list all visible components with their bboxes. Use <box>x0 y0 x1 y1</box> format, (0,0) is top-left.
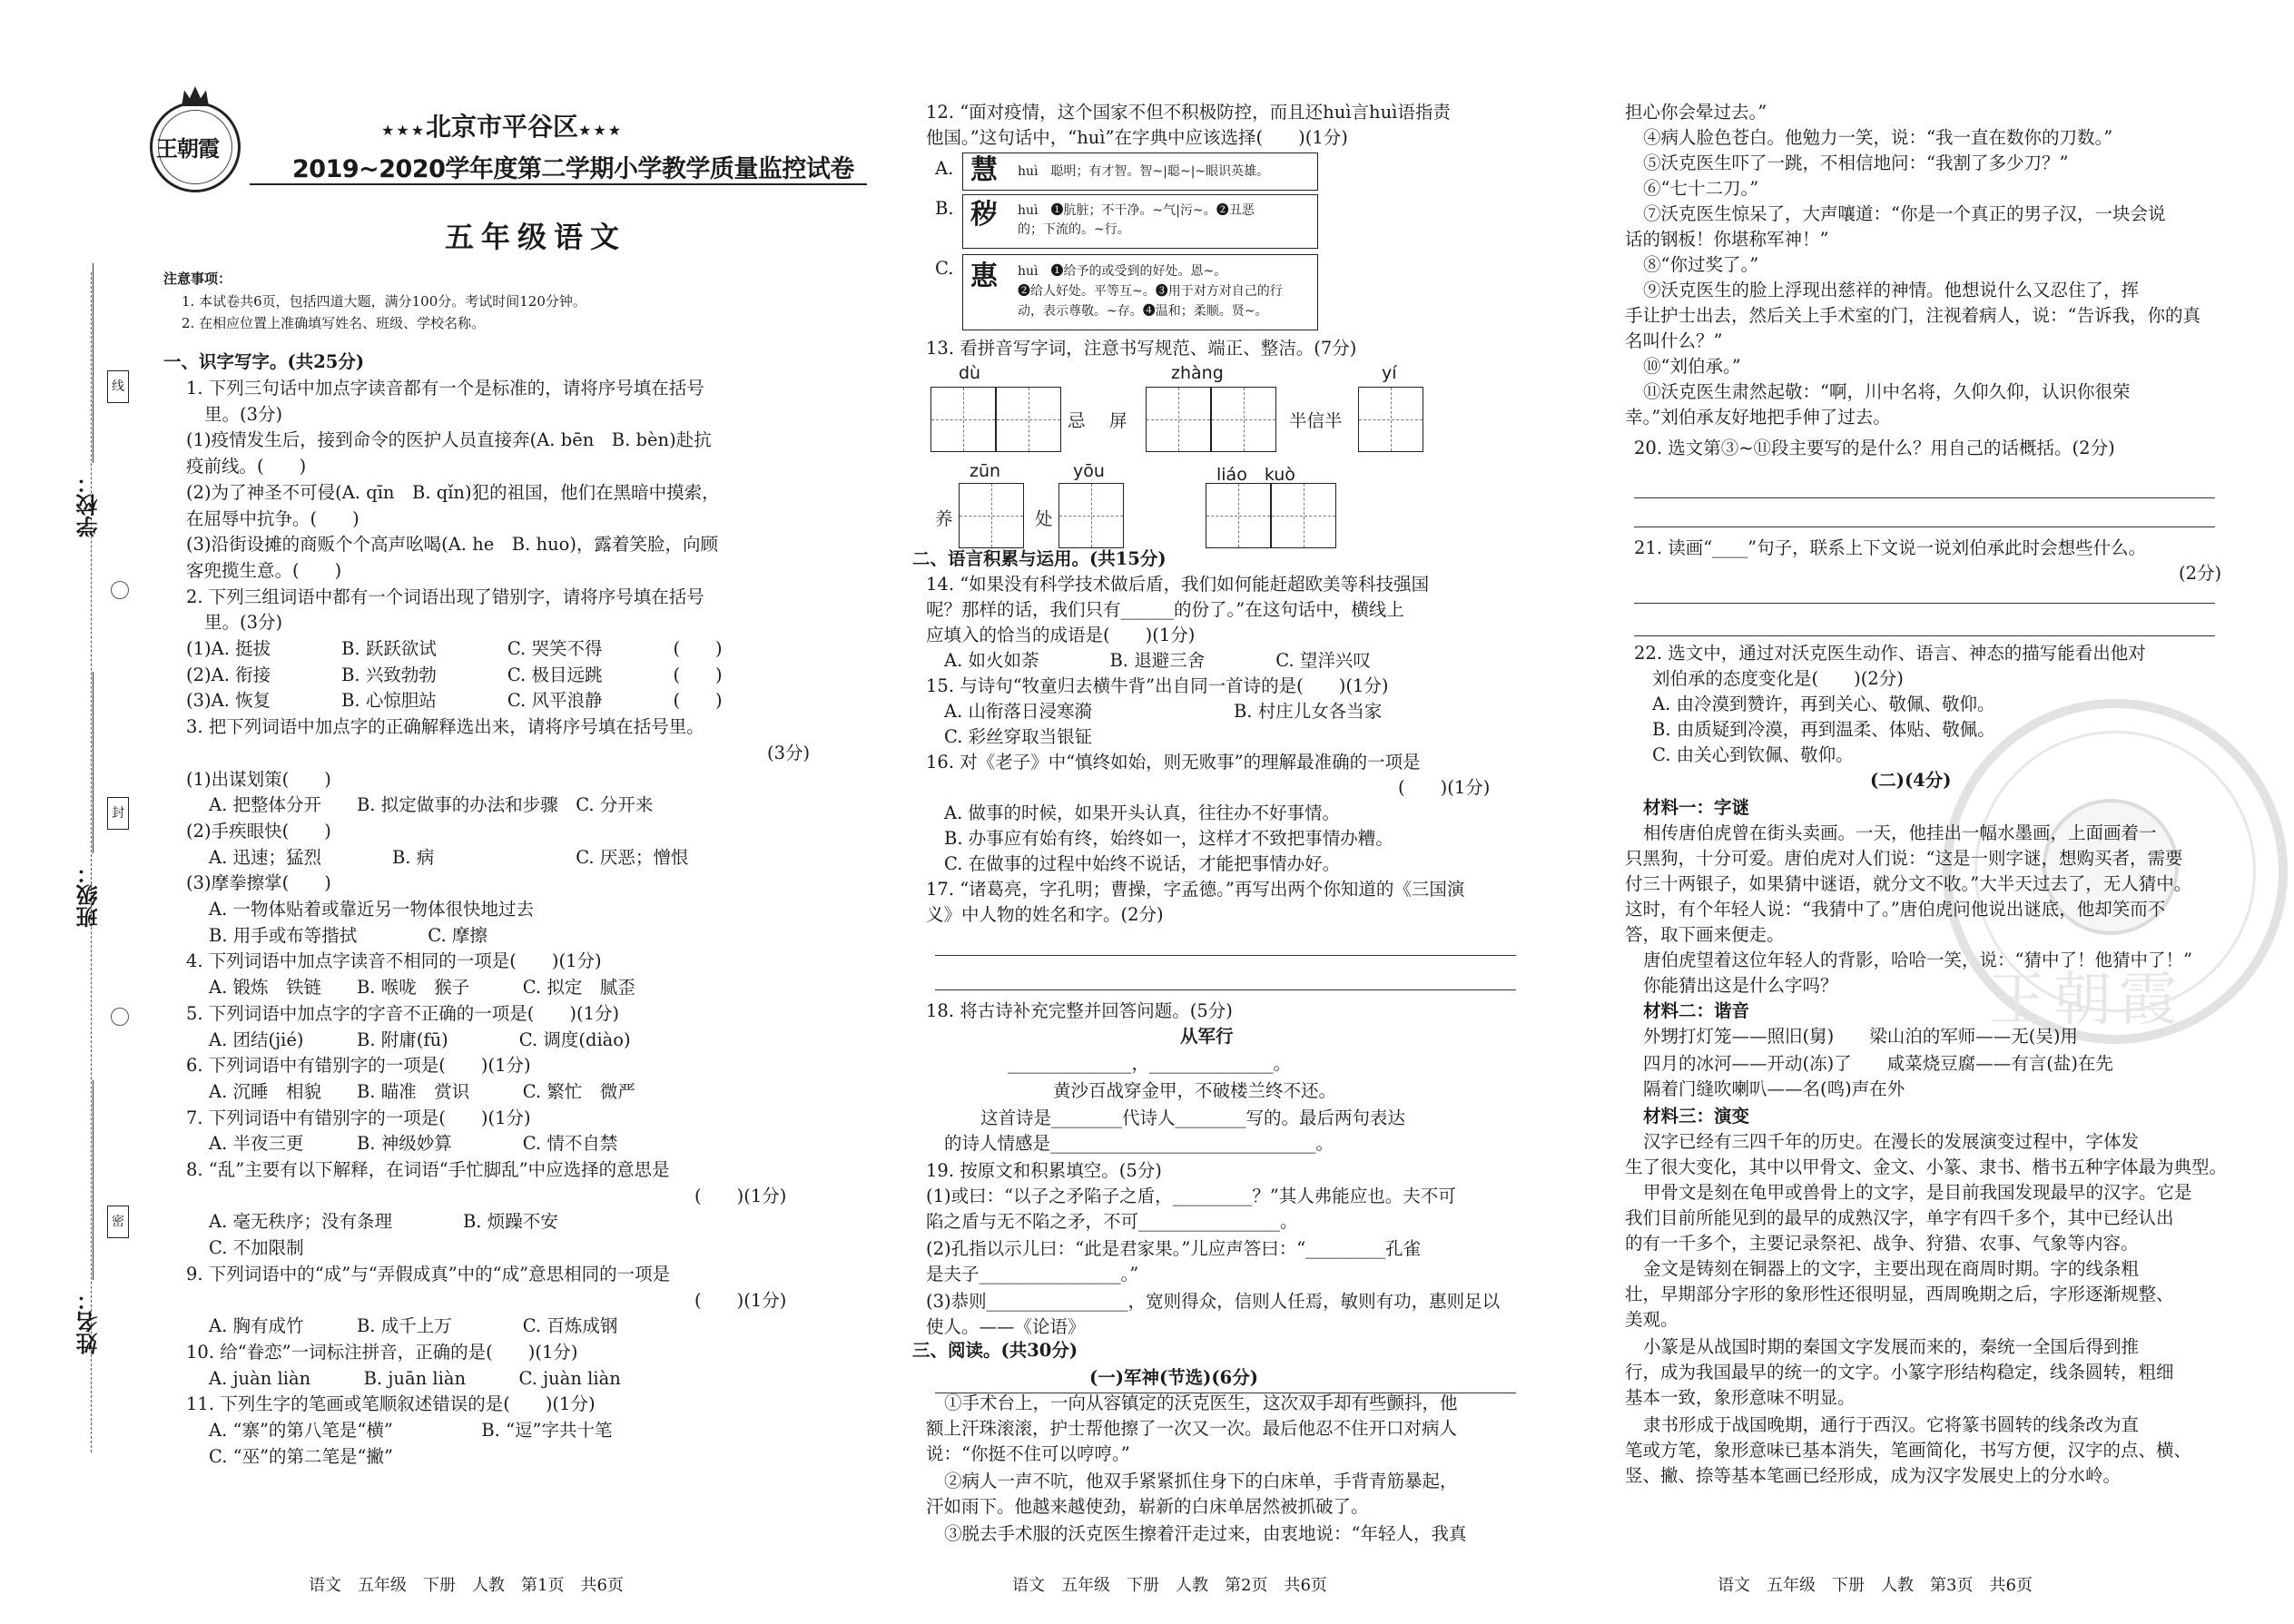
text-line: 汉字已经有三四千年的历史。在漫长的发展演变过程中，字体发 <box>1643 1131 2140 1152</box>
text-line: 10. 给“眷恋”一词标注拼音，正确的是( )(1分) <box>186 1341 578 1363</box>
text-line: 疫前线。( ) <box>186 456 307 477</box>
text-line: 8. “乱”主要有以下解释，在词语“手忙脚乱”中应选择的意思是 <box>186 1159 670 1180</box>
given-char: 处 <box>1035 508 1053 529</box>
text-line: B. 用手或布等揩拭 C. 摩擦 <box>209 924 487 946</box>
text-line: 付三十两银子，如果猜中谜语，就分文不收。”大半天过去了，无人猜中。 <box>1625 873 2192 894</box>
subject-title: 五年级语文 <box>445 220 627 254</box>
poem-line: 黄沙百战穿金甲，不破楼兰终不还。 <box>1053 1080 1337 1101</box>
text-line: (2)为了神圣不可侵(A. qīn B. qǐn)犯的祖国，他们在黑暗中摸索， <box>186 481 720 503</box>
writing-box[interactable] <box>959 483 1024 548</box>
text-line: ⑨沃克医生的脸上浮现出慈祥的神情。他想说什么又忍住了，挥 <box>1643 280 2140 300</box>
text-line: ( )(1分) <box>694 1289 787 1311</box>
class-label: 班级： <box>76 862 102 928</box>
text-line: 12. “面对疫情，这个国家不但不积极防控，而且还huì言huì语指责 <box>926 102 1451 123</box>
text-line: A. 锻炼 铁链 B. 喉咙 猴子 C. 拟定 腻歪 <box>209 977 635 999</box>
option-c-label: C. <box>935 258 954 279</box>
text-line: 额上汗珠滚滚，护士帮他擦了一次又一次。最后他忍不住开口对病人 <box>926 1418 1458 1439</box>
dict-entry-c <box>962 254 1318 330</box>
text-line: 生了很大变化，其中以甲骨文、金文、小篆、隶书、楷书五种字体最为典型。 <box>1625 1156 2228 1177</box>
text-line: ③脱去手术服的沃克医生擦着汗走过来，由衷地说：“年轻人，我真 <box>944 1523 1467 1544</box>
writing-box[interactable] <box>1358 387 1423 452</box>
text-line: ⑦沃克医生惊呆了，大声嚷道：“你是一个真正的男子汉，一块会说 <box>1643 203 2166 224</box>
text-line: (1)疫情发生后，接到命令的医护人员直接奔(A. bēn B. bèn)赴抗 <box>186 429 712 451</box>
text-line: C. “巫”的第二笔是“撇” <box>209 1445 393 1467</box>
text-line: 幸。”刘伯承友好地把手伸了过去。 <box>1625 407 1891 428</box>
text-line: 15. 与诗句“牧童归去横牛背”出自同一首诗的是( )(1分) <box>926 675 1389 696</box>
text-line: A. 胸有成竹 B. 成千上万 C. 百炼成钢 <box>209 1315 618 1337</box>
writing-box[interactable] <box>1271 483 1336 548</box>
text-line: 17. “诸葛亮，字孔明；曹操，字孟德。”再写出两个你知道的《三国演 <box>926 879 1465 900</box>
pinyin: liáo kuò <box>1216 465 1295 485</box>
writing-box[interactable] <box>1058 483 1124 548</box>
material-heading: 材料三：演变 <box>1643 1106 1750 1127</box>
text-line: 话的钢板！你堪称军神！” <box>1625 229 1829 250</box>
poem-line: ______________，______________。 <box>1008 1053 1291 1074</box>
given-char: 养 <box>935 508 953 529</box>
material-heading: 材料二：谐音 <box>1643 1000 1750 1021</box>
text-line: 行，成为我国最早的统一的文字。小篆字形结构稳定，线条圆转，粗细 <box>1625 1362 2174 1383</box>
text-line: 你能猜出这是什么字吗？ <box>1643 975 1838 996</box>
text-line: 这首诗是________代诗人________写的。最后两句表达 <box>980 1107 1406 1128</box>
writing-box[interactable] <box>1146 387 1211 452</box>
text-line: ⑥“七十二刀。” <box>1643 178 1759 199</box>
dict-char: 秽 <box>970 199 998 231</box>
text-line: A. 沉睡 相貌 B. 瞄准 赏识 C. 繁忙 微严 <box>209 1080 635 1102</box>
writing-box[interactable] <box>930 387 996 452</box>
text-line: 22. 选文中，通过对沃克医生动作、语言、神态的描写能看出他对 <box>1634 643 2146 664</box>
text-line: ②病人一声不吭，他双手紧紧抓住身下的白床单，手背青筋暴起， <box>944 1471 1458 1491</box>
text-line: 相传唐伯虎曾在街头卖画。一天，他挂出一幅水墨画，上面画着一 <box>1643 822 2157 843</box>
given-char: 半信半 <box>1289 410 1343 431</box>
text-line: A. “寨”的第八笔是“横” B. “逗”字共十笔 <box>209 1420 613 1441</box>
section-heading: 三、阅读。(共30分) <box>912 1340 1078 1361</box>
text-line: (2)A. 衔接 B. 兴致勃勃 C. 极目远跳 ( ) <box>186 664 723 685</box>
text-line: A. 一物体贴着或靠近另一物体很快地过去 <box>209 899 534 920</box>
pinyin: zūn <box>970 461 1001 481</box>
text-line: 隔着门缝吹喇叭——名(鸣)声在外 <box>1643 1078 1905 1099</box>
notice-item: 1. 本试卷共6页，包括四道大题，满分100分。考试时间120分钟。 <box>182 293 586 310</box>
text-line: 我们目前所能见到的最早的成熟汉字，单字有四千多个，其中已经认出 <box>1625 1207 2174 1228</box>
binding-hole-icon <box>111 581 129 599</box>
crown-icon <box>182 86 209 106</box>
text-line: 应填入的恰当的成语是( )(1分) <box>926 625 1196 645</box>
text-line: (1)A. 挺拔 B. 跃跃欲试 C. 哭笑不得 ( ) <box>186 638 723 659</box>
pinyin: dù <box>959 363 981 383</box>
binding-mark-feng: 封 <box>107 797 129 830</box>
pinyin: yōu <box>1073 461 1105 481</box>
text-line: 21. 读画“____”句子，联系上下文说一说刘伯承此时会想些什么。 <box>1634 537 2147 558</box>
text-line: 这时，有个年轻人说：“我猜中了。”唐伯虎问他说出谜底，他却笑而不 <box>1625 899 2166 920</box>
text-line: 3. 把下列词语中加点字的正确解释选出来，请将序号填在括号里。 <box>186 716 704 738</box>
text-line: (2)孔指以示儿曰：“此是君家果。”儿应声答曰：“_________孔雀 <box>926 1238 1422 1259</box>
pinyin: yí <box>1382 363 1397 383</box>
text-line: 6. 下列词语中有错别字的一项是( )(1分) <box>186 1055 531 1077</box>
q13-prompt: 13. 看拼音写字词，注意书写规范、端正、整洁。(7分) <box>926 338 1357 359</box>
writing-box[interactable] <box>1206 483 1271 548</box>
text-line: 是夫子________________。” <box>926 1264 1139 1284</box>
text-line: 19. 按原文和积累填空。(5分) <box>926 1160 1162 1181</box>
text-line: 11. 下列生字的笔画或笔顺叙述错误的是( )(1分) <box>186 1393 596 1415</box>
notice-item: 2. 在相应位置上准确填写姓名、班级、学校名称。 <box>182 315 486 331</box>
q21-answer-line[interactable] <box>1634 635 2215 636</box>
page-3-footer: 语文 五年级 下册 人教 第3页 共6页 <box>1718 1576 2033 1595</box>
text-line: ( )(1分) <box>694 1185 787 1206</box>
text-line: (1)出谋划策( ) <box>186 768 331 790</box>
text-line: B. 由质疑到冷漠，再到温柔、体贴、敬佩。 <box>1652 719 1995 740</box>
binding-mark-xian: 线 <box>107 370 129 403</box>
text-line: 他国。”这句话中，“huì”在字典中应该选择( )(1分) <box>926 127 1348 148</box>
district-title: ★★★北京市平谷区★★★ <box>381 112 624 142</box>
text-line: A. 如火如荼 B. 退避三舍 C. 望洋兴叹 <box>944 650 1371 671</box>
text-line: 5. 下列词语中加点字的字音不正确的一项是( )(1分) <box>186 1002 620 1024</box>
text-line: C. 不加限制 <box>209 1237 304 1259</box>
text-line: 唐伯虎望着这位年轻人的背影，哈哈一笑，说：“猜中了！他猜中了！” <box>1643 950 2192 970</box>
text-line: (1)或曰：“以子之矛陷子之盾，_________？”其人弗能应也。夫不可 <box>926 1186 1456 1206</box>
option-a-label: A. <box>935 158 954 179</box>
text-line: B. 办事应有始有终，始终如一，这样才不致把事情办糟。 <box>944 828 1393 849</box>
dict-entry-b <box>962 194 1318 249</box>
binding-mark-mi: 密 <box>107 1206 129 1238</box>
text-line: 基本一致，象形意味不明显。 <box>1625 1387 1856 1408</box>
text-line: (3)A. 恢复 B. 心惊胆站 C. 风平浪静 ( ) <box>186 690 723 712</box>
page-2-footer: 语文 五年级 下册 人教 第2页 共6页 <box>1012 1576 1327 1595</box>
q21-answer-line[interactable] <box>1634 603 2215 604</box>
text-line: 小篆是从战国时期的秦国文字发展而来的，秦统一全国后得到推 <box>1643 1336 2140 1357</box>
school-label: 学校： <box>76 472 102 537</box>
q17-answer-line[interactable] <box>935 955 1516 956</box>
text-line: 担心你会晕过去。” <box>1625 102 1767 123</box>
text-line: (3)恭则________________，宽则得众，信则人任焉，敏则有功，惠则足以 <box>926 1291 1501 1312</box>
notice-heading: 注意事项： <box>163 271 232 287</box>
text-line: 4. 下列词语中加点字读音不相同的一项是( )(1分) <box>186 950 602 972</box>
pinyin: zhàng <box>1171 363 1224 383</box>
text-line: C. 由关心到钦佩、敬仰。 <box>1652 744 1854 765</box>
text-line: ⑤沃克医生吓了一跳，不相信地问：“我割了多少刀？” <box>1643 153 2069 173</box>
material-heading: 材料一：字谜 <box>1643 797 1750 818</box>
q20-answer-line[interactable] <box>1634 497 2215 498</box>
text-line: 20. 选文第③~⑪段主要写的是什么？用自己的话概括。(2分) <box>1634 438 2115 458</box>
text-line: A. 毫无秩序；没有条理 B. 烦躁不安 <box>209 1211 558 1233</box>
text-line: (3)沿街设摊的商贩个个高声吆喝(A. he B. huo)，露着笑脸，向顾 <box>186 534 719 556</box>
text-line: 刘伯承的态度变化是( )(2分) <box>1652 668 1904 689</box>
text-line: 名叫什么？” <box>1625 330 1723 351</box>
writing-box[interactable] <box>996 387 1061 452</box>
text-line: 呢？那样的话，我们只有______的份了。”在这句话中，横线上 <box>926 599 1404 620</box>
option-b-label: B. <box>935 198 954 219</box>
poem-title: 从军行 <box>1180 1026 1234 1047</box>
text-line: A. juàn liàn B. juān liàn C. juàn liàn <box>209 1367 621 1389</box>
text-line: A. 半夜三更 B. 神级妙算 C. 情不自禁 <box>209 1133 618 1155</box>
text-line: A. 团结(jié) B. 附庸(fū) C. 调度(diào) <box>209 1029 631 1050</box>
text-line: 竖、撇、捺等基本笔画已经形成，成为汉字发展史上的分水岭。 <box>1625 1465 2122 1486</box>
class-field[interactable] <box>93 672 94 853</box>
text-line: ⑧“你过奖了。” <box>1643 254 1759 275</box>
exam-title: 2019~2020学年度第二学期小学教学质量监控试卷 <box>292 155 854 183</box>
section-heading: 一、识字写字。(共25分) <box>163 351 365 372</box>
text-line: 甲骨文是刻在龟甲或兽骨上的文字，是目前我国发现最早的汉字。它是 <box>1643 1182 2192 1203</box>
logo-text: 王朝霞 <box>156 135 219 162</box>
text-line: C. 在做事的过程中始终不说话，才能把事情办好。 <box>944 853 1341 874</box>
text-line: (3分) <box>767 742 811 763</box>
section-heading: 二、语言积累与运用。(共15分) <box>912 548 1167 569</box>
dict-char: 慧 <box>970 154 998 186</box>
text-line: 隶书形成于战国晚期，通行于西汉。它将篆书圆转的线条改为直 <box>1643 1414 2140 1435</box>
text-line: 义》中人物的姓名和字。(2分) <box>926 904 1164 925</box>
text-line: 使人。——《论语》 <box>926 1316 1086 1337</box>
page-1-footer: 语文 五年级 下册 人教 第1页 共6页 <box>309 1576 624 1595</box>
dict-char: 惠 <box>970 261 998 292</box>
dict-line: 动，表示尊敬。~存。❹温和；柔顺。贤~。 <box>1018 304 1268 319</box>
text-line: 说：“你挺不住可以哼哼。” <box>926 1443 1130 1464</box>
text-line: A. 把整体分开 B. 拟定做事的办法和步骤 C. 分开来 <box>209 794 654 816</box>
writing-box[interactable] <box>1211 387 1276 452</box>
text-line: (2)手疾眼快( ) <box>186 820 331 842</box>
dict-line: ❷给人好处。平等互~。❸用于对方对自己的行 <box>1018 284 1283 299</box>
text-line: 外甥打灯笼——照旧(舅) 梁山泊的军师——无(吴)用 <box>1643 1026 2078 1047</box>
text-line: C. 彩丝穿取当银钲 <box>944 726 1093 747</box>
text-line: A. 迅速；猛烈 B. 病 C. 厌恶；憎恨 <box>209 846 689 868</box>
text-line: 壮，早期部分字形的象形性还很明显，西周晚期之后，字形逐渐规整、 <box>1625 1284 2174 1304</box>
text-line: 7. 下列词语中有错别字的一项是( )(1分) <box>186 1107 531 1128</box>
binding-hole-icon <box>111 1008 129 1026</box>
text-line: 2. 下列三组词语中都有一个词语出现了错别字，请将序号填在括号 <box>186 586 704 607</box>
q17-answer-line[interactable] <box>935 989 1516 990</box>
dict-line: huì ❶肮脏；不干净。~气|污~。❷丑恶 <box>1018 203 1255 218</box>
text-line: ⑪沃克医生肃然起敬：“啊，川中名将，久仰久仰，认识你很荣 <box>1643 381 2131 402</box>
text-line: 只黑狗，十分可爱。唐伯虎对人们说：“这是一则字谜，想购买者，需要 <box>1625 848 2183 869</box>
text-line: 金文是铸刻在铜器上的文字，主要出现在商周时期。字的线条粗 <box>1643 1258 2140 1279</box>
text-line: 里。(3分) <box>204 612 283 634</box>
text-line: 客兜揽生意。( ) <box>186 559 342 581</box>
text-line: 美观。 <box>1625 1309 1679 1330</box>
text-line: A. 由冷漠到赞许，再到关心、敬佩、敬仰。 <box>1652 694 1995 714</box>
watermark-text: 王朝霞 <box>1988 967 2184 1034</box>
text-line: 的诗人情感是______________________________。 <box>944 1133 1334 1154</box>
text-line: 在屈辱中抗争。( ) <box>186 507 359 529</box>
dict-line: huì ❶给予的或受到的好处。恩~。 <box>1018 264 1227 279</box>
text-line: 里。(3分) <box>204 403 283 425</box>
name-field[interactable] <box>93 1080 94 1280</box>
school-field[interactable] <box>93 263 94 463</box>
text-line: 陷之盾与无不陷之矛，不可________________。 <box>926 1211 1298 1232</box>
text-line: A. 做事的时候，如果开头认真，往往办不好事情。 <box>944 802 1340 823</box>
text-line: 的有一千多个，主要记录祭祀、战争、狩猎、农事、气象等内容。 <box>1625 1233 2139 1254</box>
text-line: 16. 对《老子》中“慎终如始，则无败事”的理解最准确的一项是 <box>926 752 1421 773</box>
text-line: 14. “如果没有科学技术做后盾，我们如何能赶超欧美等科技强国 <box>926 574 1430 595</box>
given-char: 屏 <box>1109 410 1127 431</box>
dict-entry-a <box>962 153 1318 191</box>
subsection-heading: (二)(4分) <box>1870 770 1952 791</box>
text-line: (3)摩拳擦掌( ) <box>186 872 331 894</box>
text-line: 四月的冰河——开动(冻)了 咸菜烧豆腐——有言(盐)在先 <box>1643 1053 2113 1074</box>
text-line: A. 山衔落日浸寒漪 B. 村庄儿女各当家 <box>944 701 1383 722</box>
text-line: 18. 将古诗补充完整并回答问题。(5分) <box>926 1000 1233 1021</box>
header-rule <box>250 183 867 185</box>
text-line: 汗如雨下。他越来越使劲，崭新的白床单居然被抓破了。 <box>926 1496 1369 1517</box>
text-line: 1. 下列三句话中加点字读音都有一个是标准的，请将序号填在括号 <box>186 378 704 399</box>
given-char: 忌 <box>1068 410 1086 431</box>
text-line: 答，取下画来便走。 <box>1625 924 1785 945</box>
text-line: ④病人脸色苍白。他勉力一笑，说：“我一直在数你的刀数。” <box>1643 127 2113 148</box>
text-line: 手让护士出去，然后关上手术室的门，注视着病人，说：“告诉我，你的真 <box>1625 305 2200 326</box>
text-line: ①手术台上，一向从容镇定的沃克医生，这次双手却有些颤抖，他 <box>944 1393 1458 1413</box>
text-line: (2分) <box>2179 563 2222 584</box>
text-line: ⑩“刘伯承。” <box>1643 356 1741 377</box>
text-line: 笔或方笔，象形意味已基本消失，笔画简化，书写方便，汉字的点、横、 <box>1625 1440 2192 1461</box>
passage-title: (一)军神(节选)(6分) <box>1089 1367 1258 1388</box>
dict-line: 的；下流的。~行。 <box>1018 222 1130 237</box>
text-line: 9. 下列词语中的“成”与“弄假成真”中的“成”意思相同的一项是 <box>186 1263 671 1284</box>
text-line: ( )(1分) <box>1398 777 1491 798</box>
name-label: 姓名： <box>76 1289 102 1354</box>
dict-line: huì 聪明；有才智。智~|聪~|~眼识英雄。 <box>1018 164 1270 179</box>
